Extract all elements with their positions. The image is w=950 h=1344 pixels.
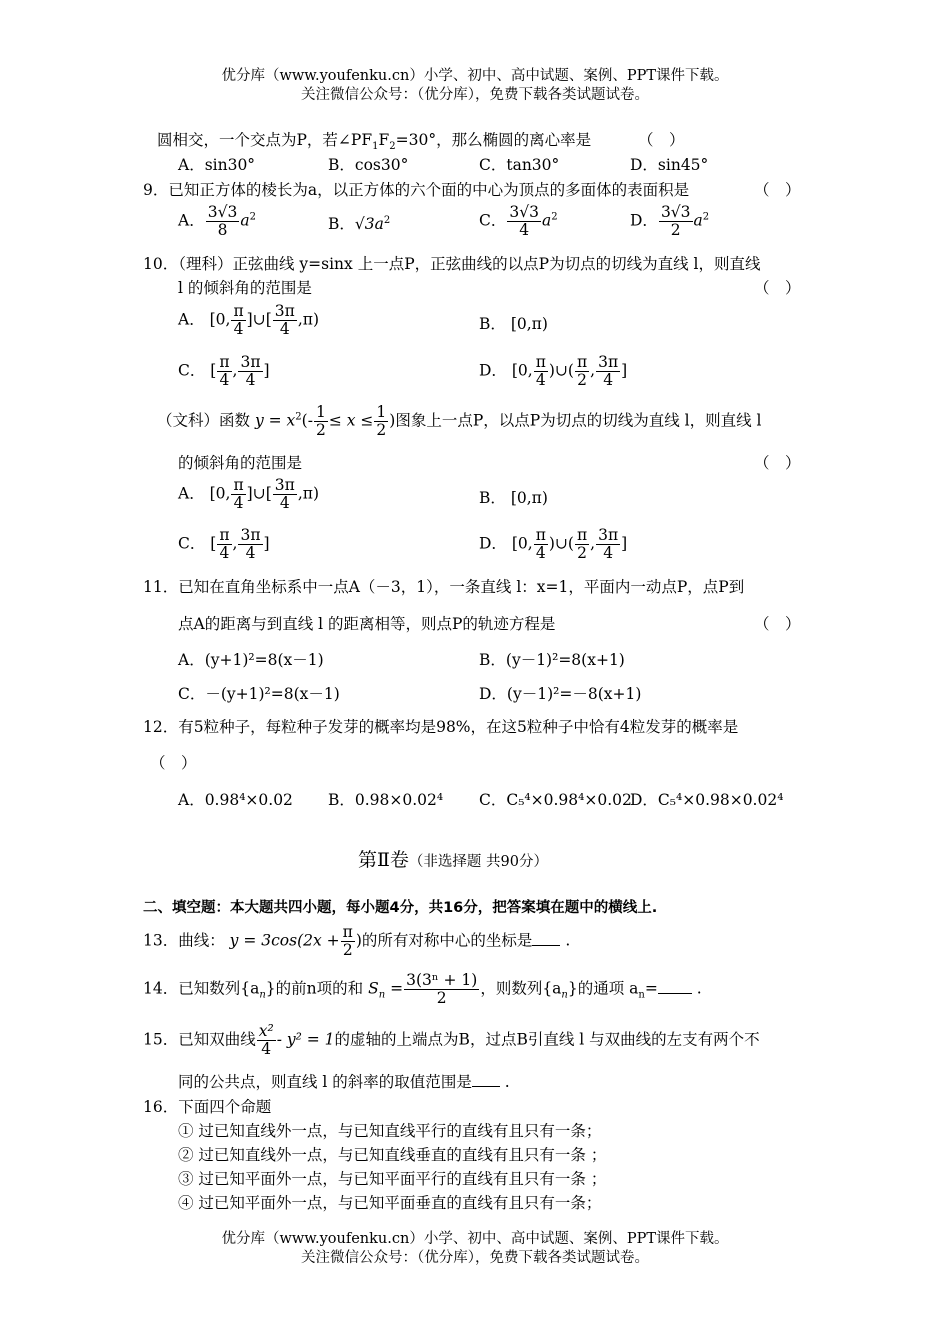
q8-option-c: C．tan30°: [479, 156, 560, 174]
q12-line-1: 12．有5粒种子，每粒种子发芽的概率均是98%，在这5粒种子中恰有4粒发芽的概率是: [143, 718, 739, 736]
q15-line-1: 15．已知双曲线 $\frac{\text{x²}}{4}$ - y² = 1的虚轴的上端点为B，过点B引直线 l 与双曲线的左支有两个不: [143, 1022, 760, 1058]
q9-option-c: C． $\frac{3√3}{4}$ $a^2$: [479, 203, 558, 239]
q11-line-1: 11．已知在直角坐标系中一点A（－3，1），一条直线 l：x=1，平面内一动点P，点P到: [143, 578, 745, 596]
q11-option-d: D．(y－1)²=－8(x+1): [479, 685, 642, 703]
q12-paren: （ ）: [150, 754, 197, 772]
q12-option-c: C．C₅⁴×0.98⁴×0.02: [479, 791, 632, 809]
q10w-option-a: A． [0, $\frac{\pi}{4}$ ]∪[ $\frac{3\pi}{4}$ ,π): [178, 476, 319, 512]
header-line-1: 优分库（www.youfenku.cn）小学、初中、高中试题、案例、PPT课件下载。: [221, 68, 729, 84]
q9-option-a: A． $\frac{3√3}{8}$ $a^2$: [178, 203, 256, 239]
section2-heading: 二、填空题：本大题共四小题，每小题4分，共16分，把答案填在题中的横线上.: [143, 900, 658, 916]
q10-line-1: 10．（理科）正弦曲线 y=sinx 上一点P，正弦曲线的以点P为切点的切线为直线 l，则直线: [143, 255, 761, 273]
q10w-option-c: C． [ $\frac{\pi}{4}$ , $\frac{3\pi}{4}$ ]: [178, 526, 270, 562]
q9-paren: （ ）: [754, 181, 801, 199]
q14-answer-blank[interactable]: [658, 979, 692, 994]
q9-option-d: D． $\frac{3√3}{2}$ $a^2$: [630, 203, 710, 239]
q10-paren: （ ）: [754, 279, 801, 297]
part2-title: 第Ⅱ卷（非选择题 共90分）: [358, 849, 548, 871]
q10w-line-1: （文科）函数 $y = x^2(-$ $\frac{1}{2}$ ≤ x ≤ $\frac{1}{2}$ )图象上一点P，以点P为切点的切线为直线 l，则直线 l: [157, 403, 762, 439]
q15-answer-blank[interactable]: [472, 1072, 500, 1087]
q11-paren: （ ）: [754, 615, 801, 633]
q10-option-b: B． [0,π): [479, 315, 548, 333]
q8-option-d: D．sin45°: [630, 156, 709, 174]
q16-item-4: ④ 过已知平面外一点，与已知平面垂直的直线有且只有一条；: [178, 1194, 602, 1212]
q13-answer-blank[interactable]: [532, 931, 560, 946]
q16-item-1: ① 过已知直线外一点，与已知直线平行的直线有且只有一条；: [178, 1122, 602, 1140]
q8-paren: （ ）: [638, 131, 685, 149]
footer-line-1: 优分库（www.youfenku.cn）小学、初中、高中试题、案例、PPT课件下载。: [221, 1231, 729, 1247]
q10w-option-b: B． [0,π): [479, 489, 548, 507]
q16-item-3: ③ 过已知平面外一点，与已知平面平行的直线有且只有一条 ；: [178, 1170, 607, 1188]
header-line-2: 关注微信公众号：（优分库），免费下载各类试题试卷。: [301, 87, 649, 103]
q10-option-c: C． [ $\frac{\pi}{4}$ , $\frac{3\pi}{4}$ ]: [178, 353, 270, 389]
q11-option-c: C．－(y+1)²=8(x－1): [178, 685, 340, 703]
q9-text: 9．已知正方体的棱长为a，以正方体的六个面的中心为顶点的多面体的表面积是: [143, 181, 690, 199]
footer-line-2: 关注微信公众号：（优分库），免费下载各类试题试卷。: [301, 1250, 649, 1266]
q9-option-b: B．$√3a^2$: [328, 214, 391, 233]
q8-text: 圆相交，一个交点为P，若$\angle PF_1F_2=30^\circ$，那么椭圆的离心率是: [157, 131, 592, 153]
q10-option-d: D． [0, $\frac{\pi}{4}$ )∪( $\frac{\pi}{2}$ , $\frac{3\pi}{4}$ ]: [479, 353, 628, 389]
q12-option-b: B．0.98×0.02⁴: [328, 791, 444, 809]
q13-text: 13．曲线： y = 3cos(2x + $\frac{\pi}{2}$ )的所有对称中心的坐标是 .: [143, 923, 571, 959]
q10w-option-d: D． [0, $\frac{\pi}{4}$ )∪( $\frac{\pi}{2}$ , $\frac{3\pi}{4}$ ]: [479, 526, 628, 562]
q15-line-2: 同的公共点，则直线 l 的斜率的取值范围是 .: [178, 1073, 510, 1091]
q16-item-2: ② 过已知直线外一点，与已知直线垂直的直线有且只有一条 ；: [178, 1146, 607, 1164]
q16-title: 16．下面四个命题: [143, 1098, 272, 1116]
q11-line-2: 点A的距离与到直线 l 的距离相等，则点P的轨迹方程是: [178, 615, 556, 633]
q10-line-2: l 的倾斜角的范围是: [178, 279, 312, 297]
q12-option-d: D．C₅⁴×0.98×0.02⁴: [630, 791, 784, 809]
q10w-paren: （ ）: [754, 454, 801, 472]
q10-option-a: A． [0, $\frac{\pi}{4}$ ]∪[ $\frac{3\pi}{4}$ ,π): [178, 302, 319, 338]
q12-option-a: A．0.98⁴×0.02: [178, 791, 293, 809]
q8-option-b: B．cos30°: [328, 156, 409, 174]
q11-option-a: A．(y+1)²=8(x－1): [178, 651, 324, 669]
q8-option-a: A．sin30°: [178, 156, 256, 174]
q14-text: 14．已知数列$\{a_n\}$的前n项的和 $S_n$ = $\frac{\text{3(3ⁿ + 1)}}{2}$ ，则数列$\{a_n\}$的通项 $a_n=$ .: [143, 971, 702, 1007]
q11-option-b: B．(y－1)²=8(x+1): [479, 651, 625, 669]
q10w-line-2: 的倾斜角的范围是: [178, 454, 303, 472]
